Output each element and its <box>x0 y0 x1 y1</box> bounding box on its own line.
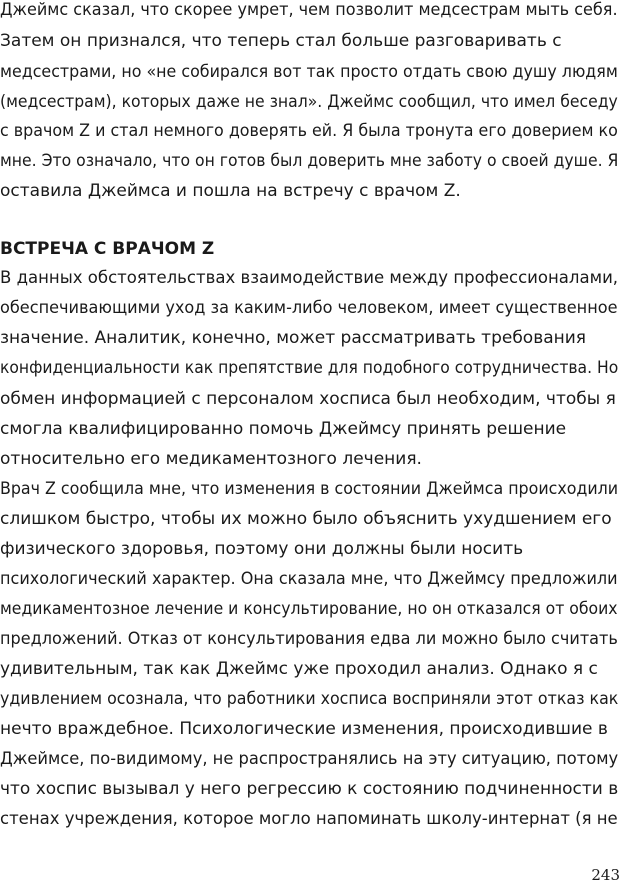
intro-line: оставила Джеймса и пошла на встречу с врачом Z. <box>0 181 461 201</box>
paragraph1-line: смогла квалифицированно помочь Джеймсу принять решение <box>0 419 567 439</box>
paragraph2-line: удивлением осознала, что работники хосписа восприняли этот отказ как <box>0 689 619 709</box>
paragraph2-line: Джеймсе, по-видимому, не распространялись на эту ситуацию, потому <box>0 749 619 769</box>
paragraph2-line: нечто враждебное. Психологические изменения, происходившие в <box>0 719 608 739</box>
intro-line: с врачом Z и стал немного доверять ей. Я была тронута его доверием ко <box>0 121 618 141</box>
paragraph1-line: значение. Аналитик, конечно, может рассматривать требования <box>0 328 587 348</box>
paragraph2-line: удивительным, так как Джеймс уже проходил анализ. Однако я с <box>0 659 598 679</box>
paragraph1-line: относительно его медикаментозного лечения. <box>0 449 422 469</box>
paragraph2-line: слишком быстро, чтобы их можно было объяснить ухудшением его <box>0 509 612 529</box>
paragraph1-line: В данных обстоятельствах взаимодействие между профессионалами, <box>0 268 619 288</box>
paragraph2-line: медикаментозное лечение и консультирование, но он отказался от обоих <box>0 599 618 619</box>
section-heading: ВСТРЕЧА С ВРАЧОМ Z <box>0 239 215 259</box>
paragraph1-line: обеспечивающими уход за каким-либо человеком, имеет существенное <box>0 298 618 318</box>
paragraph1-line: обмен информацией с персоналом хосписа был необходим, чтобы я <box>0 389 616 409</box>
page-number: 243 <box>591 866 620 884</box>
intro-line: (медсестрам), которых даже не знал». Джеймс сообщил, что имел беседу <box>0 92 618 112</box>
paragraph2-line: что хоспис вызывал у него регрессию к состоянию подчиненности в <box>0 779 619 799</box>
intro-line: медсестрами, но «не собирался вот так просто отдать свою душу людям <box>0 62 618 82</box>
intro-line: Затем он признался, что теперь стал больше разговаривать с <box>0 31 562 51</box>
paragraph2-line: физического здоровья, поэтому они должны были носить <box>0 539 524 559</box>
paragraph2-line: предложений. Отказ от консультирования едва ли можно было считать <box>0 629 618 649</box>
paragraph2-line: психологический характер. Она сказала мне, что Джеймсу предложили <box>0 569 618 589</box>
paragraph2-line: Врач Z сообщила мне, что изменения в состоянии Джеймса происходили <box>0 479 619 499</box>
intro-line: Джеймс сказал, что скорее умрет, чем позволит медсестрам мыть себя. <box>0 0 618 20</box>
intro-line: мне. Это означало, что он готов был доверить мне заботу о своей душе. Я <box>0 151 619 171</box>
paragraph2-line: стенах учреждения, которое могло напоминать школу-интернат (я не <box>0 809 618 829</box>
paragraph1-line: конфиденциальности как препятствие для подобного сотрудничества. Но <box>0 358 619 378</box>
